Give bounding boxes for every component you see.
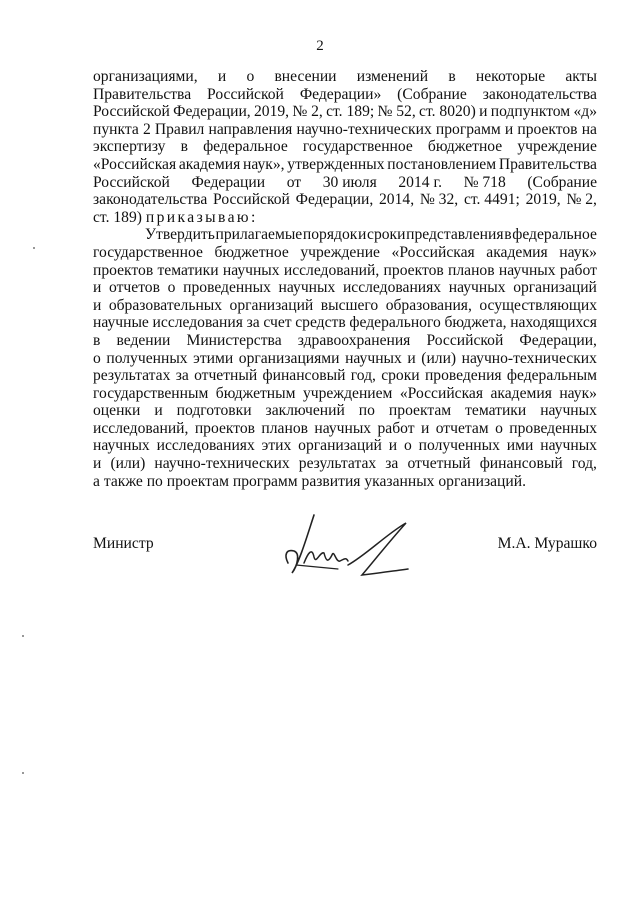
body-word: подготовки <box>176 402 252 420</box>
body-word: научно-технических <box>296 120 432 138</box>
body-word: 30 июля <box>322 173 377 191</box>
body-word: Федерации» <box>299 85 382 103</box>
body-line <box>93 138 597 156</box>
body-word: проектов <box>517 120 578 138</box>
body-word: год, <box>571 455 597 473</box>
body-word: проектам <box>388 402 452 420</box>
body-word: и <box>504 120 514 138</box>
body-word: наук» <box>559 384 597 402</box>
body-word: отчетный <box>194 367 258 385</box>
body-word: некоторые <box>475 68 546 85</box>
body-word: научных <box>498 261 556 279</box>
body-line <box>93 209 597 227</box>
operative-paragraph <box>93 226 597 472</box>
body-word: научно-технических <box>154 455 290 473</box>
body-word: этих <box>261 437 292 455</box>
body-word: проектов <box>383 261 444 279</box>
body-word: учреждение <box>517 138 597 156</box>
body-line <box>93 121 597 139</box>
body-word: проведенных <box>183 279 271 297</box>
body-word: федеральное <box>512 226 597 244</box>
body-word: государственное <box>302 138 413 156</box>
body-word: планов <box>261 419 308 437</box>
body-word: 2 <box>142 120 151 138</box>
body-word: проведения <box>424 367 502 385</box>
body-line <box>93 174 597 192</box>
body-line <box>93 262 597 280</box>
body-word: находящихся <box>510 314 597 332</box>
body-line <box>93 437 597 455</box>
body-line <box>93 191 597 209</box>
body-word: год, <box>350 367 376 385</box>
body-line <box>93 103 597 121</box>
signatory-title: Министр <box>93 535 154 552</box>
body-word: на <box>581 120 597 138</box>
body-word: исследований, <box>93 419 189 437</box>
body-word: Российской <box>426 331 504 349</box>
body-word: № 2, <box>292 103 323 121</box>
body-line <box>93 402 597 420</box>
body-word: оценки <box>93 402 141 420</box>
body-word: этими <box>193 349 234 367</box>
preamble-paragraph <box>93 68 597 209</box>
body-word: от <box>286 173 302 191</box>
body-word: организаций <box>229 296 314 314</box>
body-word: ими <box>506 437 534 455</box>
body-word: программ <box>435 120 501 138</box>
body-word: акты <box>565 68 597 85</box>
body-word: организаций <box>513 279 597 297</box>
body-word: исследования <box>152 314 243 332</box>
body-line <box>93 314 597 332</box>
body-word: тематики <box>465 402 527 420</box>
body-word: средств <box>295 314 346 332</box>
body-word: учреждение <box>300 243 380 261</box>
body-word: наук» <box>559 243 597 261</box>
body-word: работ <box>377 419 415 437</box>
body-word: прилагаемые <box>215 226 303 244</box>
body-word: результатах <box>93 367 171 385</box>
body-word: исследований, <box>283 261 380 279</box>
body-word: Российской <box>93 103 170 121</box>
body-word: финансовый <box>262 367 346 385</box>
body-line <box>93 297 597 315</box>
body-word: бюджетное <box>427 138 503 156</box>
body-word: проведенных <box>509 419 597 437</box>
body-word: исследованиях <box>156 437 255 455</box>
body-word: научные <box>93 314 149 332</box>
body-line-last: а также по проектам программ развития указанных организаций. <box>93 472 526 490</box>
body-word: научных <box>222 261 280 279</box>
scan-mark <box>33 247 35 249</box>
body-word: академия <box>490 384 552 402</box>
body-word: отчетный <box>407 455 471 473</box>
body-word: организациями, <box>93 68 198 85</box>
body-word: результатах <box>298 455 377 473</box>
body-word: «д» <box>573 103 597 121</box>
body-word: научных <box>314 419 372 437</box>
body-word: Федерации, <box>173 103 251 121</box>
body-word: наук», <box>243 155 285 173</box>
body-word: бюджетное <box>214 243 289 261</box>
body-word: сроки <box>381 367 420 385</box>
body-word: сроки <box>367 226 406 244</box>
body-word: 2019, <box>253 103 290 121</box>
signatory-name: М.А. Мурашко <box>497 535 597 552</box>
body-text <box>93 68 597 490</box>
body-word: организациями <box>238 349 340 367</box>
body-word: отчетов <box>109 279 160 297</box>
body-word: тематики <box>157 261 219 279</box>
body-line <box>93 156 597 174</box>
body-word: 2014 г. <box>398 173 442 191</box>
body-word: в <box>504 226 512 244</box>
body-word: и <box>479 103 488 121</box>
body-word: Правил <box>154 120 205 138</box>
body-word: Российской <box>93 173 170 191</box>
body-word: работ <box>559 261 597 279</box>
body-word: Правительства <box>93 85 192 103</box>
body-word: Утвердить <box>145 226 215 244</box>
body-line <box>93 455 597 473</box>
body-word: научных <box>345 349 402 367</box>
body-word: осуществляющих <box>479 296 597 314</box>
body-word: и <box>388 437 398 455</box>
body-word: Федерации <box>191 173 266 191</box>
body-word: научных <box>540 437 597 455</box>
body-word: Министерства <box>186 331 282 349</box>
body-word: за <box>246 314 260 332</box>
body-word: федерального <box>349 314 441 332</box>
body-word: Правительства <box>498 155 597 173</box>
body-word: и <box>93 279 102 297</box>
body-word: проектов <box>194 419 256 437</box>
body-word: ст. 4491; <box>463 191 520 209</box>
body-word: 2019, <box>525 191 561 209</box>
body-word: научных <box>448 279 506 297</box>
body-word: образовательных <box>108 296 223 314</box>
body-word: и <box>217 68 227 85</box>
body-word: о <box>93 349 101 367</box>
body-word: постановлением <box>387 155 497 173</box>
body-word: и <box>407 349 416 367</box>
handwritten-signature <box>278 503 418 593</box>
body-line <box>93 244 597 262</box>
body-line <box>93 68 597 86</box>
body-word: счет <box>263 314 292 332</box>
body-word: академия <box>178 155 241 173</box>
body-word: ст. 189) <box>93 208 142 226</box>
body-word: (Собрание <box>397 85 467 103</box>
body-word: направления <box>208 120 293 138</box>
body-word: (Собрание <box>527 173 597 191</box>
body-word: ст. 189; <box>326 103 375 121</box>
body-word: экспертизу <box>93 138 166 156</box>
body-word: изменений <box>356 68 429 85</box>
body-word: ст. 8020) <box>419 103 476 121</box>
body-word: в <box>180 138 188 156</box>
body-word: о <box>495 419 503 437</box>
body-word: федеральное <box>203 138 288 156</box>
body-word: законодательства <box>93 191 208 209</box>
body-word: научных <box>93 437 150 455</box>
body-word: заключений <box>265 402 345 420</box>
body-word: научных <box>278 279 336 297</box>
body-word: порядок <box>302 226 358 244</box>
body-word: организаций <box>298 437 382 455</box>
body-word: и <box>154 402 163 420</box>
body-line <box>93 332 597 350</box>
body-line <box>93 473 597 491</box>
body-word: № 32, <box>419 191 459 209</box>
page-number: 2 <box>316 38 324 54</box>
body-word: за <box>175 367 189 385</box>
body-word: образования, <box>385 296 472 314</box>
body-word: высшего <box>320 296 379 314</box>
body-word: в <box>93 331 101 349</box>
body-word: Российской <box>207 85 284 103</box>
body-word: законодательства <box>482 85 597 103</box>
body-word: утвержденных <box>287 155 385 173</box>
body-word: внесении <box>274 68 337 85</box>
body-word: «Российская <box>399 384 484 402</box>
body-word: 2014, <box>379 191 415 209</box>
body-word: ведении <box>116 331 171 349</box>
body-word: Федерации, <box>519 331 597 349</box>
body-word: в <box>448 68 456 85</box>
body-word: отчетам <box>435 419 489 437</box>
body-word: научно-технических <box>461 349 597 367</box>
body-line <box>93 350 597 368</box>
order-word: приказываю: <box>145 208 258 226</box>
body-word: учреждением <box>302 384 393 402</box>
body-word: по <box>358 402 375 420</box>
body-line <box>93 385 597 403</box>
body-word: государственное <box>93 243 203 261</box>
body-word: «Российская <box>391 243 475 261</box>
body-word: представления <box>406 226 504 244</box>
body-word: полученных <box>106 349 188 367</box>
body-word: (или) <box>110 455 146 473</box>
body-word: и <box>93 455 102 473</box>
body-word: академия <box>486 243 548 261</box>
body-word: проектов <box>93 261 154 279</box>
body-line <box>93 279 597 297</box>
body-word: планов <box>448 261 495 279</box>
body-word: научных <box>540 402 597 420</box>
body-word: Федерации, <box>295 191 374 209</box>
body-word: и <box>358 226 367 244</box>
body-word: и <box>420 419 430 437</box>
body-line <box>93 420 597 438</box>
body-word: бюджетным <box>215 384 296 402</box>
body-word: государственным <box>93 384 209 402</box>
scan-mark <box>22 772 24 774</box>
body-word: № 718 <box>463 173 506 191</box>
body-word: подпунктом <box>490 103 571 121</box>
body-word: пункта <box>93 120 139 138</box>
body-word: (или) <box>421 349 457 367</box>
body-word: № 2, <box>566 191 597 209</box>
body-word: полученных <box>418 437 500 455</box>
body-line <box>93 367 597 385</box>
body-word: «Российская <box>93 155 177 173</box>
body-word: и <box>93 296 102 314</box>
scan-mark <box>22 635 24 637</box>
body-word: исследованиях <box>342 279 442 297</box>
body-word: № 52, <box>377 103 416 121</box>
body-line <box>93 226 597 244</box>
body-word: о <box>167 279 176 297</box>
body-word: федеральным <box>506 367 597 385</box>
body-word: о <box>246 68 255 85</box>
body-word: бюджета, <box>444 314 507 332</box>
body-word: Российской <box>213 191 290 209</box>
body-word: о <box>404 437 412 455</box>
body-word: здравоохранения <box>297 331 411 349</box>
body-word: финансовый <box>479 455 563 473</box>
body-line <box>93 86 597 104</box>
body-word: за <box>385 455 399 473</box>
